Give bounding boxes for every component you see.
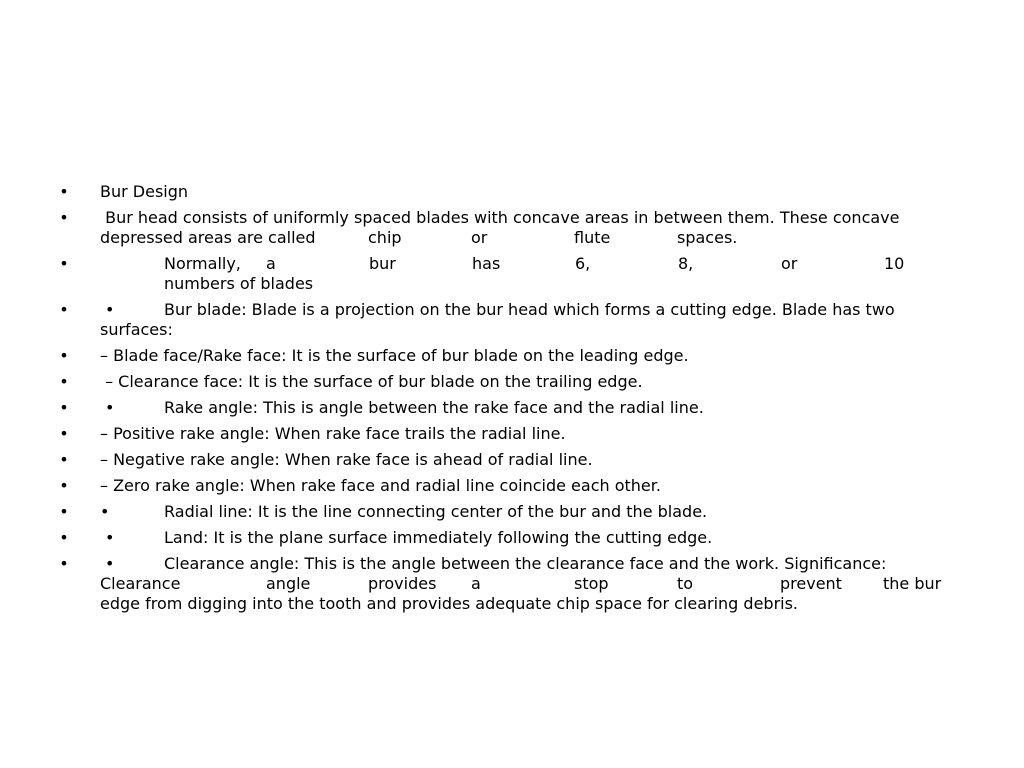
- word: stop: [574, 574, 609, 593]
- item-text: Clearance angle: This is the angle between the clearance face and the work. Significance:: [164, 554, 887, 573]
- bullet-icon: •: [59, 398, 69, 417]
- item-text: Bur Design: [100, 182, 189, 201]
- item-text-line-3: edge from digging into the tooth and provides adequate chip space for clearing debris.: [100, 594, 799, 613]
- word: has: [472, 254, 501, 273]
- item-text-line-2: [100, 228, 958, 248]
- item-text: – Positive rake angle: When rake face trails the radial line.: [100, 424, 566, 443]
- word: 8,: [678, 254, 694, 273]
- word: angle: [266, 574, 311, 593]
- word: Clearance: [100, 574, 181, 593]
- item-text: Rake angle: This is angle between the rake face and the radial line.: [164, 398, 704, 417]
- item-text: Radial line: It is the line connecting center of the bur and the blade.: [164, 502, 708, 521]
- item-text-line-2: [100, 574, 958, 594]
- word: bur: [369, 254, 396, 273]
- bullet-icon: •: [59, 182, 69, 201]
- list-item: [58, 528, 958, 548]
- bullet-icon: •: [59, 554, 69, 573]
- word: prevent: [780, 574, 842, 593]
- word: chip: [368, 228, 402, 247]
- word: a: [266, 254, 276, 273]
- bullet-icon: •: [59, 346, 69, 365]
- item-text: Bur blade: Blade is a projection on the bur head which forms a cutting edge. Blade has two: [164, 300, 895, 319]
- list-item: [58, 554, 958, 614]
- bullet-icon: •: [59, 450, 69, 469]
- word: 10: [884, 254, 905, 273]
- list-item: [58, 300, 958, 340]
- word: a: [471, 574, 481, 593]
- list-item: [58, 372, 958, 392]
- sub-bullet-icon: •: [105, 300, 115, 319]
- bullet-icon: •: [59, 476, 69, 495]
- list-item: [58, 254, 958, 294]
- item-text: – Zero rake angle: When rake face and radial line coincide each other.: [100, 476, 661, 495]
- bullet-icon: •: [59, 254, 69, 273]
- bullet-icon: •: [59, 372, 69, 391]
- bullet-icon: •: [59, 424, 69, 443]
- list-item: [58, 476, 958, 496]
- word: to: [677, 574, 694, 593]
- list-item: [58, 398, 958, 418]
- bullet-icon: •: [59, 528, 69, 547]
- item-text-line-1: [100, 502, 958, 522]
- item-text: Bur head consists of uniformly spaced blades with concave areas in between them. These concave: [105, 208, 900, 227]
- word: or: [471, 228, 488, 247]
- list-item: [58, 424, 958, 444]
- sub-bullet-icon: •: [100, 502, 110, 521]
- item-text: – Blade face/Rake face: It is the surface of bur blade on the leading edge.: [100, 346, 689, 365]
- bullet-list: [58, 182, 958, 620]
- list-item: [58, 182, 958, 202]
- item-text-line-2: surfaces:: [100, 320, 173, 339]
- sub-bullet-icon: •: [105, 528, 115, 547]
- word: or: [781, 254, 798, 273]
- word: Normally,: [164, 254, 241, 273]
- item-text-line-1: [100, 300, 958, 320]
- list-item: [58, 208, 958, 248]
- item-text-line-2: numbers of blades: [164, 274, 314, 293]
- bullet-icon: •: [59, 208, 69, 227]
- list-item: [58, 450, 958, 470]
- item-text: Land: It is the plane surface immediately following the cutting edge.: [164, 528, 713, 547]
- sub-bullet-icon: •: [105, 554, 115, 573]
- word: the bur: [883, 574, 942, 593]
- list-item: [58, 502, 958, 522]
- word: flute: [574, 228, 611, 247]
- list-item: [58, 346, 958, 366]
- item-text-line-1: [100, 398, 958, 418]
- item-text-line-1: [100, 528, 958, 548]
- bullet-icon: •: [59, 502, 69, 521]
- item-text-line-1: [100, 554, 958, 574]
- item-text: – Clearance face: It is the surface of bur blade on the trailing edge.: [100, 372, 643, 391]
- item-text: – Negative rake angle: When rake face is ahead of radial line.: [100, 450, 593, 469]
- word: 6,: [575, 254, 591, 273]
- bullet-icon: •: [59, 300, 69, 319]
- item-text-line-1: [100, 208, 958, 228]
- word: provides: [368, 574, 437, 593]
- word: depressed areas are called: [100, 228, 316, 247]
- item-text-line-1: [100, 254, 958, 274]
- sub-bullet-icon: •: [105, 398, 115, 417]
- word: spaces.: [677, 228, 738, 247]
